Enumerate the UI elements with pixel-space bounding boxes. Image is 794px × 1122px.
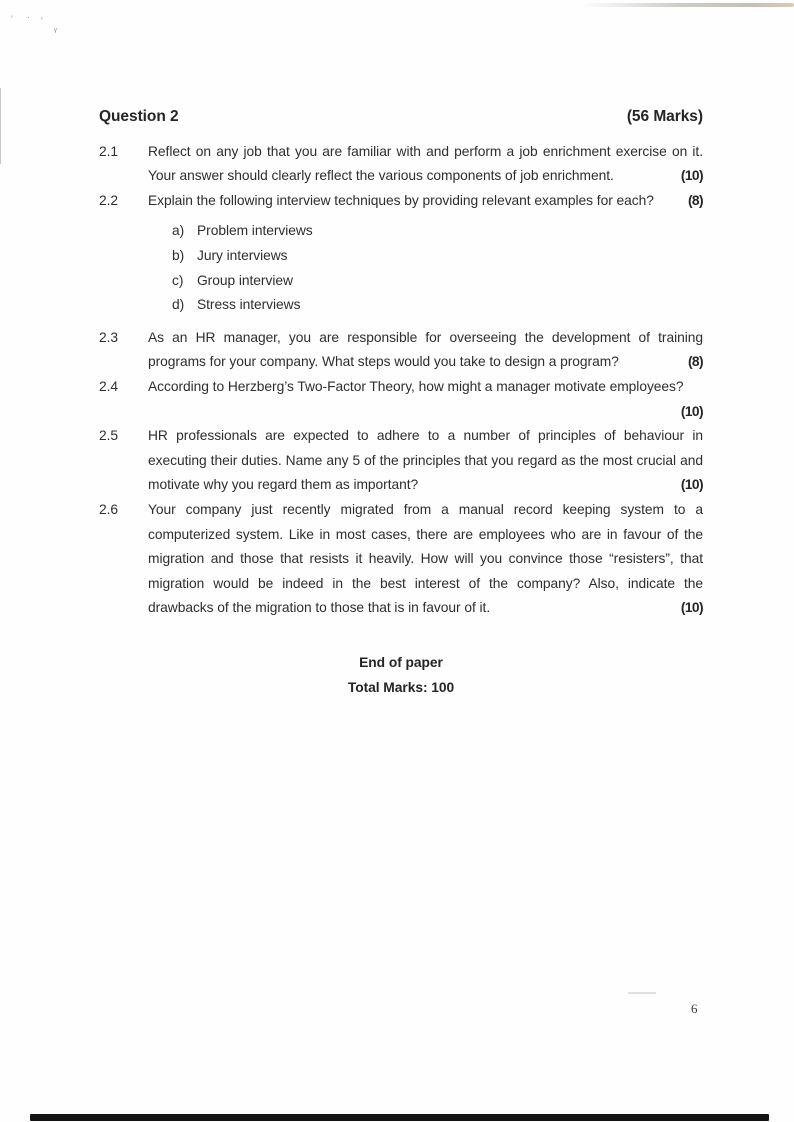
question-body	[148, 189, 703, 326]
pencil-mark: ᵧ	[54, 23, 57, 33]
question-section	[99, 105, 703, 700]
question-body	[148, 424, 703, 498]
total-marks-label: Total Marks: 100	[347, 679, 455, 695]
question-text: Reflect on any job that you are familiar with and perform a job enrichment exercise on it. Your answer should clearly reflect the various components of job enrichment.	[148, 143, 703, 184]
interview-types-list	[172, 219, 703, 317]
question-text: As an HR manager, you are responsible for overseeing the development of training programs for your company. What steps would you take to design a program?	[148, 329, 703, 370]
question-text: Explain the following interview techniques by providing relevant examples for each?	[148, 192, 654, 208]
question-number: 2.4	[99, 378, 119, 394]
question-2-5	[99, 424, 703, 498]
list-item-text: Stress interviews	[197, 297, 301, 313]
pencil-mark: ·	[27, 12, 30, 22]
question-marks: (10)	[680, 403, 703, 419]
question-number: 2.1	[99, 143, 119, 159]
list-item-letter: a)	[172, 223, 185, 239]
pencil-mark: ʹ	[41, 16, 43, 26]
question-body	[148, 375, 703, 424]
list-item-text: Problem interviews	[197, 223, 313, 239]
question-2-2	[99, 189, 703, 326]
list-item-letter: b)	[172, 247, 185, 263]
question-number: 2.3	[99, 329, 119, 345]
question-text: Your company just recently migrated from a manual record keeping system to a computerized system. Like in most cases, there are employees who are in favour of the migration and those that resists it heavily. How will you convince those “resisters”, that migration would be indeed in the best interest of the company? Also, indicate the drawbacks of the migration to those that is in favour of it.	[148, 501, 703, 616]
question-text: HR professionals are expected to adhere to a number of principles of behaviour in executing their duties. Name any 5 of the principles that you regard as the most crucial and motivate why you regard them as important?	[148, 428, 703, 493]
list-item-letter: d)	[172, 297, 185, 313]
question-2-4	[99, 375, 703, 424]
question-2-1	[99, 140, 703, 189]
question-marks: (8)	[687, 354, 703, 370]
scan-smudge-top-right	[583, 3, 794, 7]
question-2-6	[99, 498, 703, 621]
scan-bar-bottom	[30, 1114, 769, 1121]
list-item	[172, 219, 703, 244]
question-body	[148, 140, 703, 189]
list-item-letter: c)	[172, 272, 184, 288]
list-item-text: Jury interviews	[197, 247, 288, 263]
scan-line-left-edge	[0, 88, 1, 164]
question-body	[148, 326, 703, 375]
question-body	[148, 498, 703, 621]
section-title: Question 2	[99, 108, 179, 125]
pencil-mark: ʹ	[11, 14, 13, 24]
section-header	[99, 105, 703, 130]
question-2-3	[99, 326, 703, 375]
list-item-text: Group interview	[197, 272, 293, 288]
question-number: 2.6	[99, 501, 119, 517]
scan-smudge-near-page-number	[628, 992, 656, 994]
question-number: 2.2	[99, 192, 119, 208]
list-item	[172, 269, 703, 294]
question-text: According to Herzberg’s Two-Factor Theory, how might a manager motivate employees?	[148, 378, 684, 394]
paper-footer	[99, 650, 703, 700]
end-of-paper-label: End of paper	[359, 654, 443, 670]
question-number: 2.5	[99, 428, 119, 444]
page-number: 6	[691, 1001, 698, 1016]
question-marks: (8)	[687, 192, 703, 208]
question-marks: (10)	[680, 168, 703, 184]
list-item	[172, 293, 703, 318]
list-item	[172, 244, 703, 269]
question-marks: (10)	[680, 600, 703, 616]
section-total-marks: (56 Marks)	[626, 108, 703, 125]
question-marks: (10)	[680, 477, 703, 493]
